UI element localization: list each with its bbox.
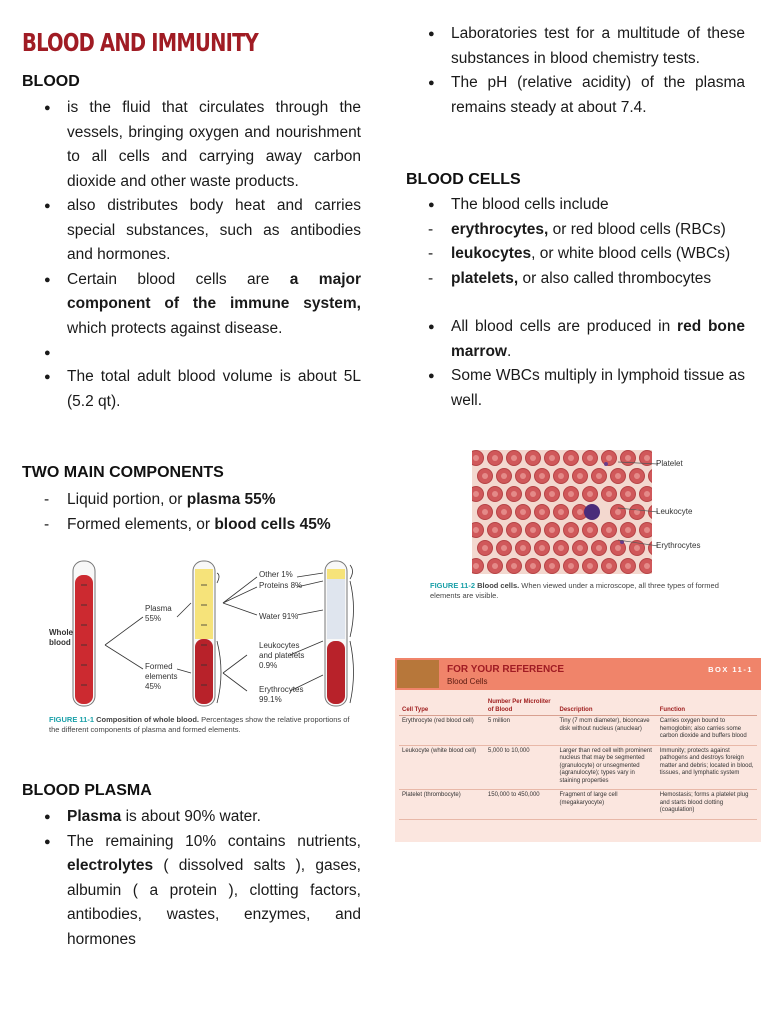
red-blood-cell-center [558, 473, 564, 479]
red-blood-cell-center [520, 473, 526, 479]
label-formed-elements: Formed elements 45% [145, 662, 178, 691]
table-cell: Fragment of large cell (megakaryocyte) [557, 790, 657, 820]
label-leukocytes-platelets: Leukocytes and platelets 0.9% [259, 641, 305, 670]
red-blood-cell-center [606, 527, 612, 533]
micrograph-pointers [618, 448, 658, 558]
red-blood-cell-center [549, 563, 555, 569]
blood-bullets [22, 96, 361, 414]
table-row [399, 790, 757, 820]
red-blood-cell-center [482, 473, 488, 479]
table-row [399, 745, 757, 790]
red-blood-cell-center [625, 563, 631, 569]
red-blood-cell-center [482, 545, 488, 551]
cell-type-item: - erythrocytes, or red blood cells (RBCs) [406, 218, 745, 243]
label-erythrocytes: Erythrocytes 99.1% [259, 685, 304, 704]
red-blood-cell-center [539, 509, 545, 515]
blood-bullet: ● Certain blood cells are a major component of the immune system, which protects against disease. [22, 268, 361, 342]
red-blood-cell-center [568, 491, 574, 497]
section-heading-blood-cells: BLOOD CELLS [406, 171, 521, 188]
blood-bullet: ● is the fluid that circulates through the vessels, bringing oxygen and nourishment to all cells and carrying away carbon dioxide and other waste products. [22, 96, 361, 194]
red-blood-cell-center [511, 491, 517, 497]
blood-bullet: ● The total adult blood volume is about 5L (5.2 qt). [22, 365, 361, 414]
column-header: Function [657, 698, 757, 716]
red-blood-cell-center [530, 455, 536, 461]
label-erythrocytes-micro: Erythrocytes [656, 541, 701, 550]
table-cell: 5,000 to 10,000 [485, 745, 557, 790]
red-blood-cell-center [549, 455, 555, 461]
red-blood-cell-center [587, 455, 593, 461]
red-blood-cell-center [473, 455, 479, 461]
red-blood-cell-center [606, 455, 612, 461]
red-blood-cell-center [644, 563, 650, 569]
cell-type-item: - platelets, or also called thrombocytes [406, 267, 745, 292]
red-blood-cell-center [596, 545, 602, 551]
reference-box-number: BOX 11-1 [708, 665, 753, 674]
table-cell: Platelet (thrombocyte) [399, 790, 485, 820]
red-blood-cell-center [577, 473, 583, 479]
reference-table [399, 698, 757, 820]
table-cell: Hemostasis; forms a platelet plug and starts blood clotting (coagulation) [657, 790, 757, 820]
red-blood-cell-center [473, 491, 479, 497]
red-blood-cell-center [492, 491, 498, 497]
label-plasma: Plasma 55% [145, 604, 172, 623]
plasma-bullet: ● The remaining 10% contains nutrients, electrolytes ( dissolved salts ), gases, albumin ( a protein ), clotting factors, antibodies, wastes, enzymes, and hormones [22, 830, 361, 953]
red-blood-cell-center [511, 455, 517, 461]
column-header: Description [557, 698, 657, 716]
red-blood-cell-center [577, 545, 583, 551]
red-blood-cell-center [501, 509, 507, 515]
label-whole-blood: Whole blood [49, 628, 73, 647]
reference-box [395, 658, 761, 842]
blood-bullet: ● also distributes body heat and carries special substances, such as antibodies and hormones. [22, 194, 361, 268]
column-header: Number Per Microliter of Blood [485, 698, 557, 716]
red-blood-cell-center [549, 527, 555, 533]
red-blood-cell-center [539, 545, 545, 551]
red-blood-cell-center [482, 509, 488, 515]
plasma-test-bullet: ● The pH (relative acidity) of the plasma remains steady at about 7.4. [406, 71, 745, 120]
table-cell: Larger than red cell with prominent nucleus that may be segmented (granulocyte) or unsegmented (agranulocyte); types vary in staining properties [557, 745, 657, 790]
red-blood-cell-center [606, 491, 612, 497]
red-blood-cell-center [558, 509, 564, 515]
red-blood-cell-center [596, 473, 602, 479]
table-cell: 150,000 to 450,000 [485, 790, 557, 820]
table-cell: Leukocyte (white blood cell) [399, 745, 485, 790]
reference-header [395, 658, 761, 690]
red-blood-cell-center [530, 527, 536, 533]
red-blood-cell-center [511, 527, 517, 533]
red-blood-cell-center [473, 563, 479, 569]
cells-bullet: ● Some WBCs multiply in lymphoid tissue as well. [406, 364, 745, 413]
cells-bullet: ● The blood cells include [406, 193, 745, 218]
red-blood-cell-center [473, 527, 479, 533]
red-blood-cell-center [501, 473, 507, 479]
figure-whole-blood [45, 555, 360, 745]
column-header: Cell Type [399, 698, 485, 716]
red-blood-cell-center [539, 473, 545, 479]
table-cell: Tiny (7 mcm diameter), biconcave disk without nucleus (anuclear) [557, 716, 657, 746]
red-blood-cell-center [530, 491, 536, 497]
red-blood-cell-center [520, 545, 526, 551]
cell-type-item: - leukocytes, or white blood cells (WBCs) [406, 242, 745, 267]
component-item: - Liquid portion, or plasma 55% [22, 488, 361, 513]
spacer [406, 291, 745, 315]
reference-thumbnail [397, 660, 439, 688]
plasma-bullets [22, 805, 361, 952]
blood-cells-list [406, 193, 745, 413]
figure-caption: FIGURE 11-2 Blood cells. When viewed under a microscope, all three types of formed elements are visible. [430, 581, 719, 600]
red-blood-cell-center [568, 563, 574, 569]
red-blood-cell-center [577, 509, 583, 515]
table-cell: 5 million [485, 716, 557, 746]
component-item: - Formed elements, or blood cells 45% [22, 513, 361, 538]
red-blood-cell-center [492, 527, 498, 533]
plasma-bullet: ● Plasma is about 90% water. [22, 805, 361, 830]
reference-subtitle: Blood Cells [447, 677, 488, 686]
components-list [22, 488, 361, 537]
section-heading-plasma: BLOOD PLASMA [22, 782, 152, 799]
label-other: Other 1% [259, 570, 293, 579]
table-cell: Immunity; protects against pathogens and destroys foreign matter and debris; located in blood, tissues, and lymphatic system [657, 745, 757, 790]
red-blood-cell-center [520, 509, 526, 515]
table-row [399, 716, 757, 746]
label-platelet: Platelet [656, 459, 683, 468]
section-heading-components: TWO MAIN COMPONENTS [22, 464, 224, 481]
red-blood-cell-center [549, 491, 555, 497]
figure-caption: FIGURE 11-1 Composition of whole blood. Percentages show the relative proportions of the different components of plasma and formed elements. [49, 715, 350, 734]
section-heading-blood: BLOOD [22, 73, 80, 90]
red-blood-cell-center [530, 563, 536, 569]
table-header-row [399, 698, 757, 716]
red-blood-cell-center [501, 545, 507, 551]
label-proteins: Proteins 8% [259, 581, 303, 590]
figure-blood-cells [428, 448, 738, 608]
plasma-test-bullet: ● Laboratories test for a multitude of these substances in blood chemistry tests. [406, 22, 745, 71]
table-cell: Erythrocyte (red blood cell) [399, 716, 485, 746]
plasma-tests-bullets [406, 22, 745, 120]
red-blood-cell-center [492, 455, 498, 461]
label-water: Water 91% [259, 612, 299, 621]
red-blood-cell-center [492, 563, 498, 569]
red-blood-cell-center [606, 563, 612, 569]
label-leukocyte: Leukocyte [656, 507, 693, 516]
page-title: BLOOD AND IMMUNITY [22, 28, 258, 57]
cells-bullet: ● All blood cells are produced in red bone marrow. [406, 315, 745, 364]
table-cell: Carries oxygen bound to hemoglobin; also carries some carbon dioxide and buffers blood [657, 716, 757, 746]
reference-title: FOR YOUR REFERENCE [447, 664, 565, 675]
red-blood-cell-center [511, 563, 517, 569]
spacer [22, 341, 361, 365]
red-blood-cell-center [568, 527, 574, 533]
red-blood-cell-center [587, 527, 593, 533]
red-blood-cell-center [558, 545, 564, 551]
red-blood-cell-center [568, 455, 574, 461]
red-blood-cell-center [587, 491, 593, 497]
red-blood-cell-center [587, 563, 593, 569]
